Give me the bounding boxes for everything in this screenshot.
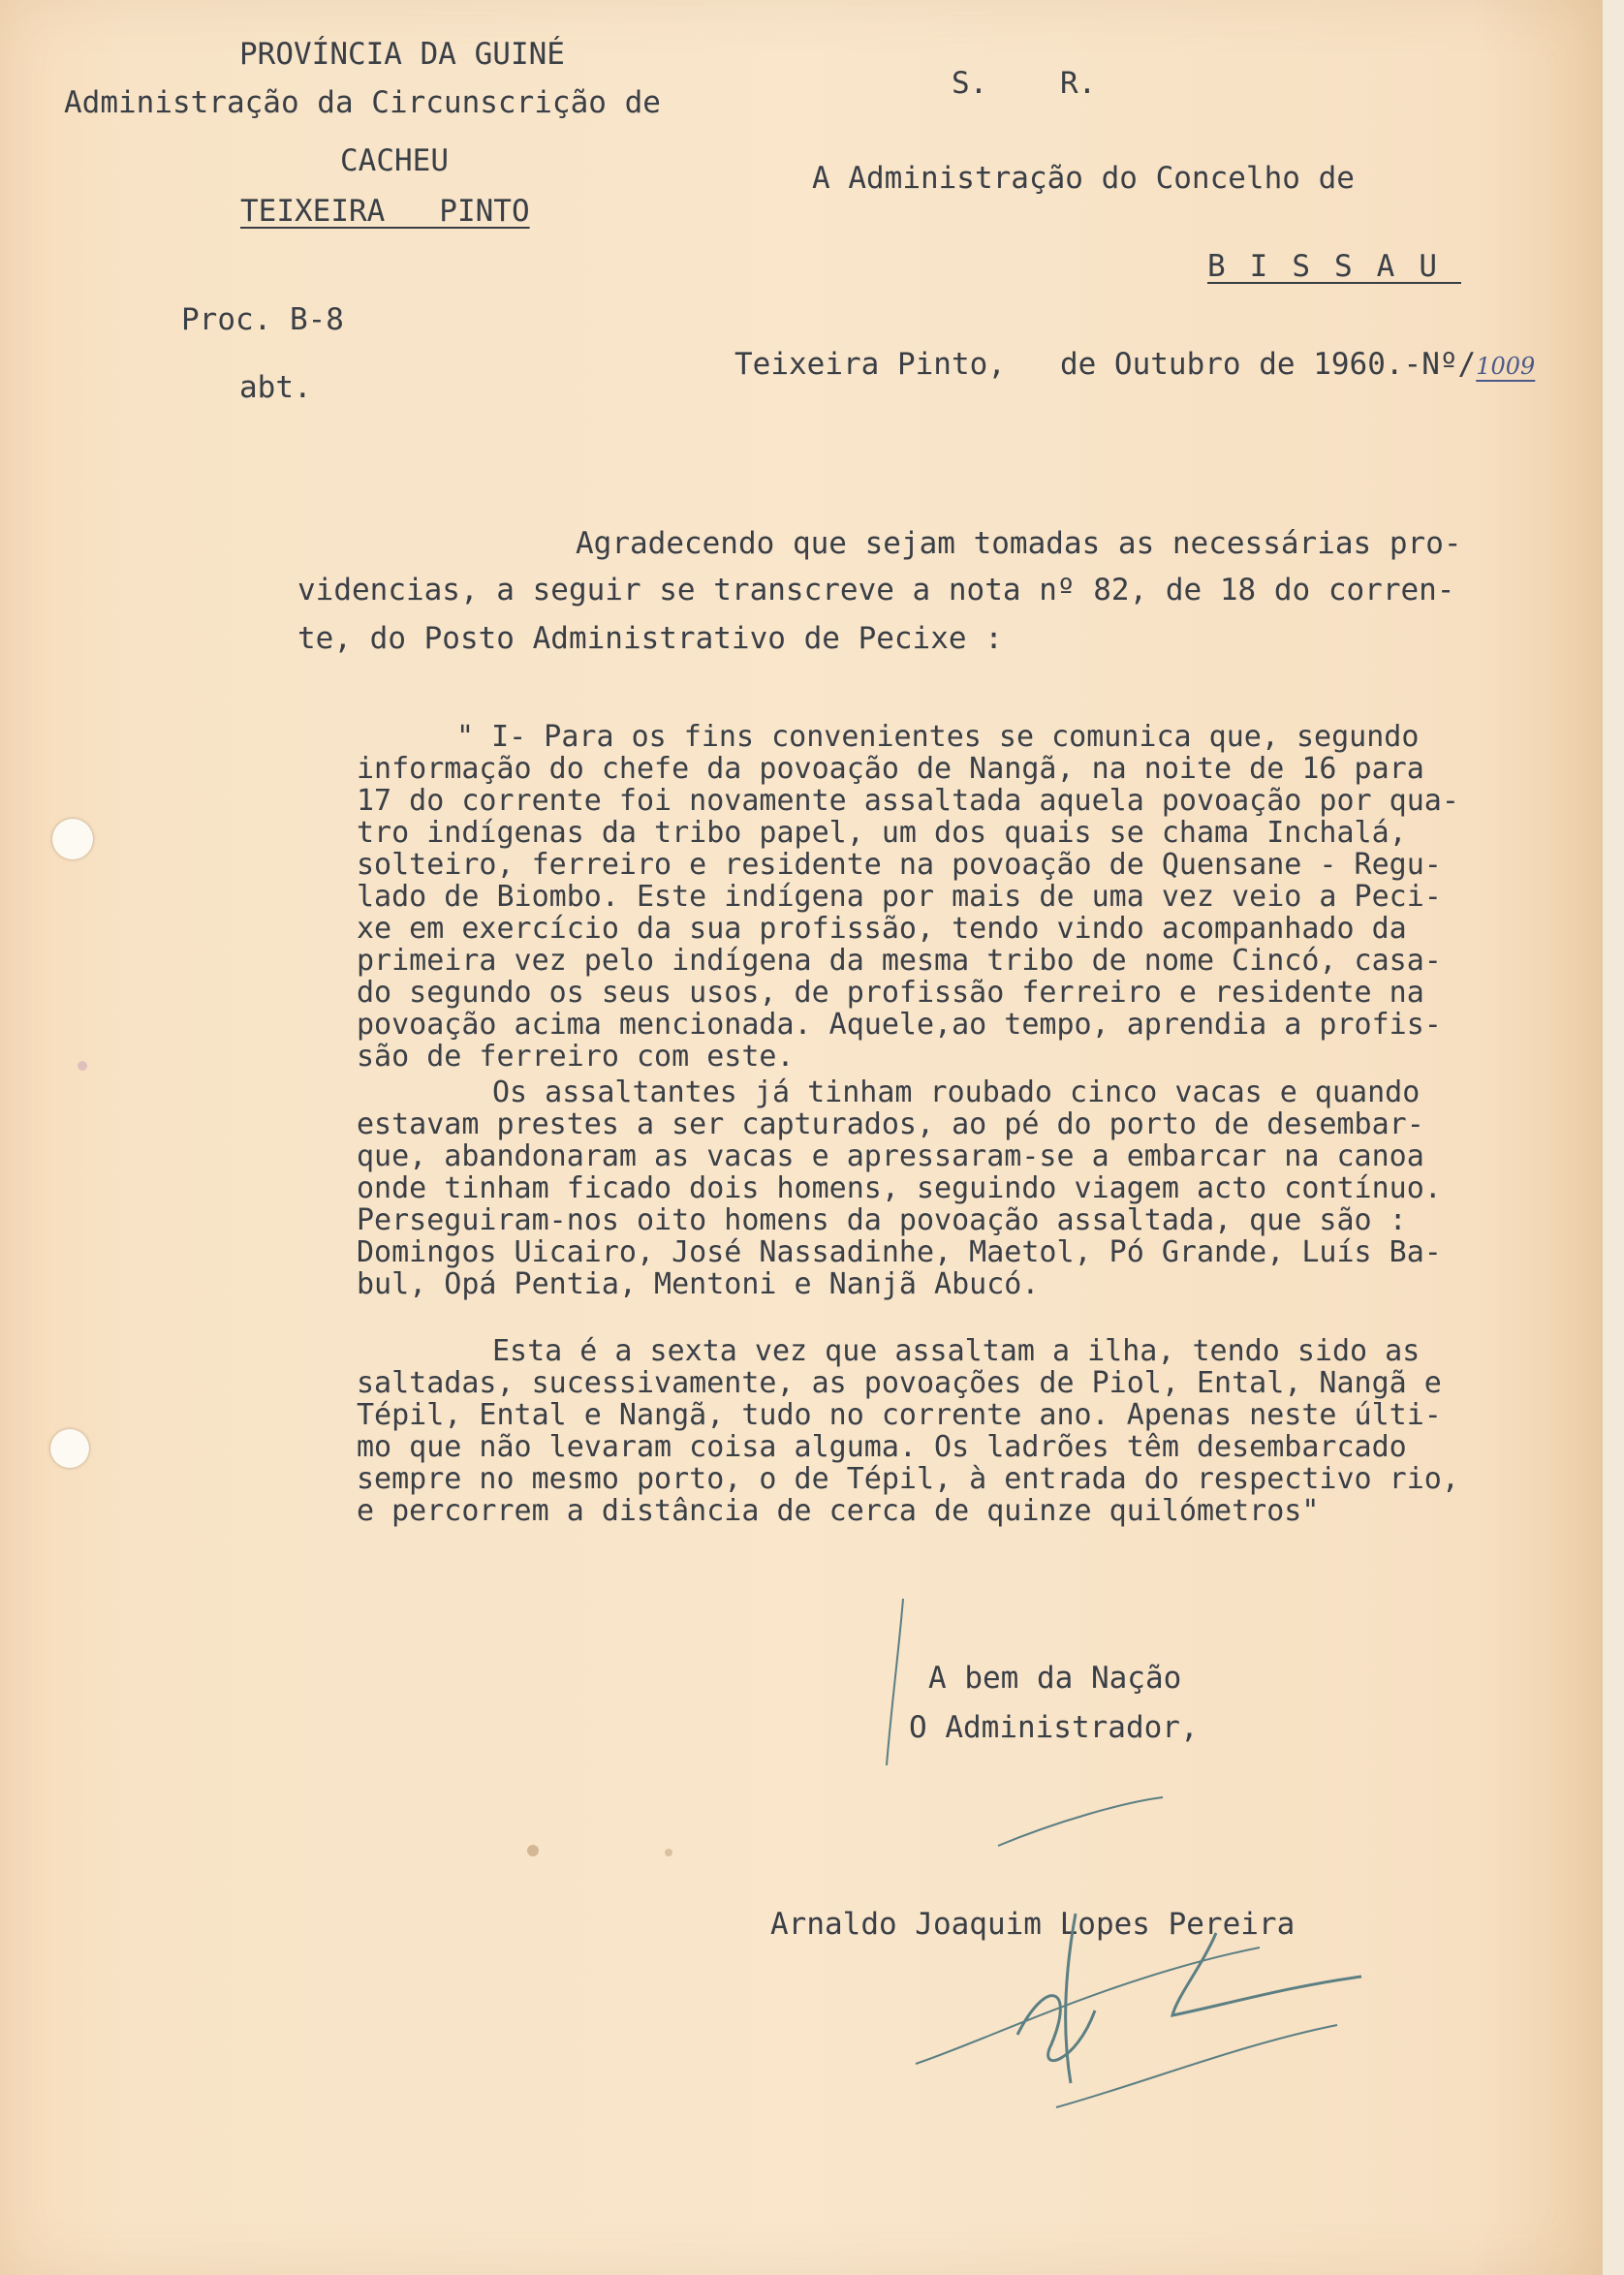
intro-line: videncias, a seguir se transcreve a nota nº 82, de 18 do corren- — [297, 573, 1455, 608]
quote-line: e percorrem a distância de cerca de quinze quilómetros" — [357, 1494, 1320, 1528]
signature-flourish-top — [998, 1797, 1163, 1846]
quote-line: saltadas, sucessivamente, as povoações de Piol, Ental, Nangã e — [357, 1366, 1442, 1400]
quote-line: informação do chefe da povoação de Nangã, na noite de 16 para — [357, 752, 1424, 786]
quote-line: " I- Para os fins convenientes se comunica que, segundo — [456, 720, 1420, 754]
ink-stain — [665, 1849, 672, 1856]
administration-heading: Administração da Circunscrição de — [64, 85, 661, 120]
quote-line: bul, Opá Pentia, Mentoni e Nanjã Abucó. — [357, 1267, 1040, 1301]
quote-line: Tépil, Ental e Nangã, tudo no corrente ano. Apenas neste últi- — [357, 1398, 1442, 1432]
quote-line: mo que não levaram coisa alguma. Os ladrões têm desembarcado — [357, 1430, 1407, 1464]
ink-stain — [78, 1061, 87, 1071]
closing-title: O Administrador, — [909, 1710, 1199, 1745]
margin-stroke-mark — [887, 1599, 903, 1765]
quote-line: solteiro, ferreiro e residente na povoação de Quensane - Regu- — [357, 848, 1442, 882]
quote-line: 17 do corrente foi novamente assaltada aquela povoação por qua- — [357, 784, 1459, 818]
signature-loop — [1017, 1996, 1095, 2061]
intro-line: te, do Posto Administrativo de Pecixe : — [297, 621, 1003, 656]
process-reference: Proc. B-8 — [181, 302, 344, 337]
signature-stroke-vertical — [1066, 1914, 1076, 2083]
date-text: Teixeira Pinto, de Outubro de 1960.-Nº/ — [734, 347, 1477, 382]
addressee-city: BISSAU — [1207, 249, 1461, 284]
post-heading: TEIXEIRA PINTO — [240, 194, 530, 229]
quote-line: Domingos Uicairo, José Nassadinhe, Maetol, Pó Grande, Luís Ba- — [357, 1235, 1442, 1269]
quote-line: tro indígenas da tribo papel, um dos quais se chama Inchalá, — [357, 816, 1407, 850]
signature-underline — [916, 1948, 1260, 2064]
quote-line: que, abandonaram as vacas e apressaram-se a embarcar na canoa — [357, 1139, 1424, 1173]
signature-tail — [1172, 1933, 1361, 2015]
reference-label: S. R. — [952, 66, 1097, 101]
quote-line: povoação acima mencionada. Aquele,ao tempo, aprendia a profis- — [357, 1008, 1442, 1042]
handwritten-number: 1009 — [1476, 353, 1536, 380]
closing-salutation: A bem da Nação — [928, 1661, 1182, 1696]
intro-line: Agradecendo que sejam tomadas as necessárias pro- — [576, 526, 1462, 561]
addressee-line: A Administração do Concelho de — [812, 161, 1355, 196]
quote-line: Esta é a sexta vez que assaltam a ilha, tendo sido as — [492, 1334, 1421, 1368]
quote-line: do segundo os seus usos, de profissão ferreiro e residente na — [357, 976, 1424, 1010]
quote-line: lado de Biombo. Este indígena por mais de uma vez veio a Peci- — [357, 880, 1442, 914]
quote-line: xe em exercício da sua profissão, tendo vindo acompanhado da — [357, 912, 1407, 946]
province-heading: PROVÍNCIA DA GUINÉ — [239, 37, 565, 72]
quote-line: são de ferreiro com este. — [357, 1040, 795, 1074]
signature-underline-2 — [1056, 2025, 1337, 2107]
ink-stain — [527, 1845, 539, 1856]
quote-line: onde tinham ficado dois homens, seguindo viagem acto contínuo. — [357, 1171, 1442, 1205]
district-heading: CACHEU — [340, 143, 449, 178]
abbreviation-label: abt. — [239, 370, 312, 405]
signer-name: Arnaldo Joaquim Lopes Pereira — [770, 1907, 1296, 1942]
quote-line: Perseguiram-nos oito homens da povoação assaltada, que são : — [357, 1203, 1407, 1237]
quote-line: sempre no mesmo porto, o de Tépil, à entrada do respectivo rio, — [357, 1462, 1459, 1496]
quote-line: primeira vez pelo indígena da mesma tribo de nome Cincó, casa- — [357, 944, 1442, 978]
quote-line: Os assaltantes já tinham roubado cinco vacas e quando — [492, 1075, 1421, 1109]
quote-line: estavam prestes a ser capturados, ao pé do porto de desembar- — [357, 1107, 1424, 1141]
